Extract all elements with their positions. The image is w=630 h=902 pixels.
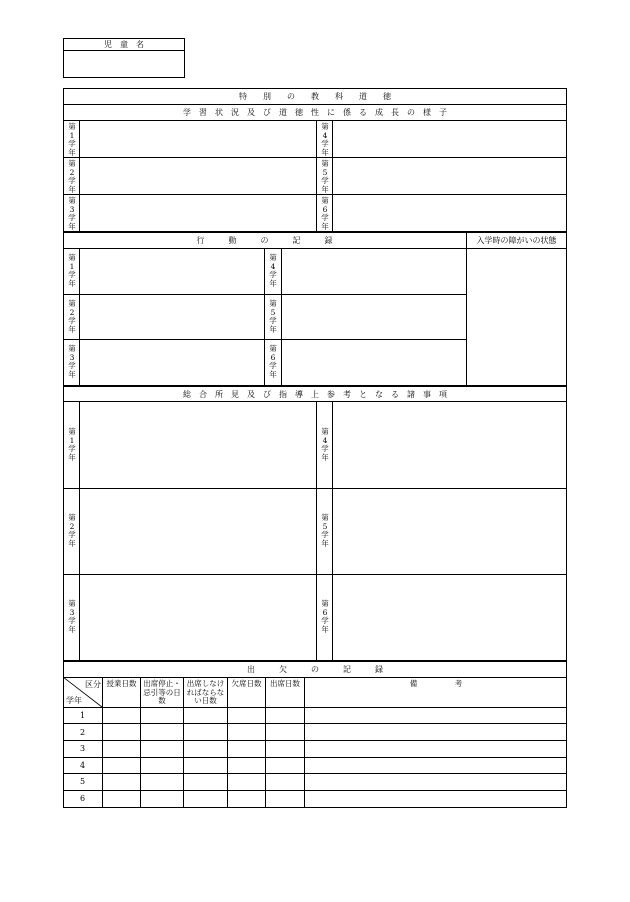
col-suspension-days: 出席停止・忌引等の日数 [143, 679, 181, 705]
general-grade-3-label: 第 3 学 年 [68, 599, 76, 634]
attendance-row-3: 3 [79, 744, 86, 753]
behavior-grade-2-label: 第 2 学 年 [68, 299, 76, 334]
moral-grade-6-label: 第 6 学 年 [321, 196, 329, 231]
student-name-label: 児 童 名 [104, 40, 144, 49]
col-remarks: 備 考 [409, 679, 463, 688]
disability-header: 入学時の障がいの状態 [476, 236, 557, 245]
moral-subtitle: 学 習 状 況 及 び 道 徳 性 に 係 る 成 長 の 様 子 [183, 108, 447, 117]
col-required-days: 出席しなければならない日数 [186, 679, 225, 705]
moral-grade-3-label: 第 3 学 年 [68, 196, 76, 231]
behavior-grade-4-label: 第 4 学 年 [269, 253, 277, 288]
moral-grade-1-label: 第 1 学 年 [68, 122, 76, 157]
main-frame [63, 88, 567, 808]
attendance-row-6: 6 [79, 794, 86, 803]
col-attended-days: 出席日数 [270, 679, 300, 688]
behavior-grade-5-label: 第 5 学 年 [269, 299, 277, 334]
attendance-title: 出 欠 の 記 録 [247, 665, 383, 674]
corner-label-grade: 学年 [66, 696, 82, 705]
corner-label-division: 区分 [85, 680, 101, 689]
general-grade-6-label: 第 6 学 年 [321, 599, 329, 634]
behavior-grade-1-label: 第 1 学 年 [68, 253, 76, 288]
general-title: 総 合 所 見 及 び 指 導 上 参 考 と な る 諸 事 項 [183, 390, 447, 399]
general-grade-1-label: 第 1 学 年 [68, 427, 76, 462]
general-grade-5-label: 第 5 学 年 [321, 513, 329, 548]
behavior-title: 行 動 の 記 録 [196, 236, 333, 245]
attendance-row-4: 4 [79, 761, 86, 770]
attendance-row-2: 2 [79, 728, 86, 737]
moral-grade-4-label: 第 4 学 年 [321, 122, 329, 157]
moral-grade-2-label: 第 2 学 年 [68, 159, 76, 194]
behavior-grade-3-label: 第 3 学 年 [68, 344, 76, 379]
col-absent-days: 欠席日数 [231, 679, 262, 688]
moral-grade-5-label: 第 5 学 年 [321, 159, 329, 194]
moral-title: 特 別 の 教 科 道 徳 [239, 92, 391, 101]
general-grade-2-label: 第 2 学 年 [68, 513, 76, 548]
col-lesson-days: 授業日数 [106, 679, 137, 688]
general-grade-4-label: 第 4 学 年 [321, 427, 329, 462]
attendance-row-1: 1 [79, 711, 86, 720]
student-name-field[interactable] [64, 51, 184, 77]
attendance-row-5: 5 [79, 777, 86, 786]
behavior-grade-6-label: 第 6 学 年 [269, 344, 277, 379]
